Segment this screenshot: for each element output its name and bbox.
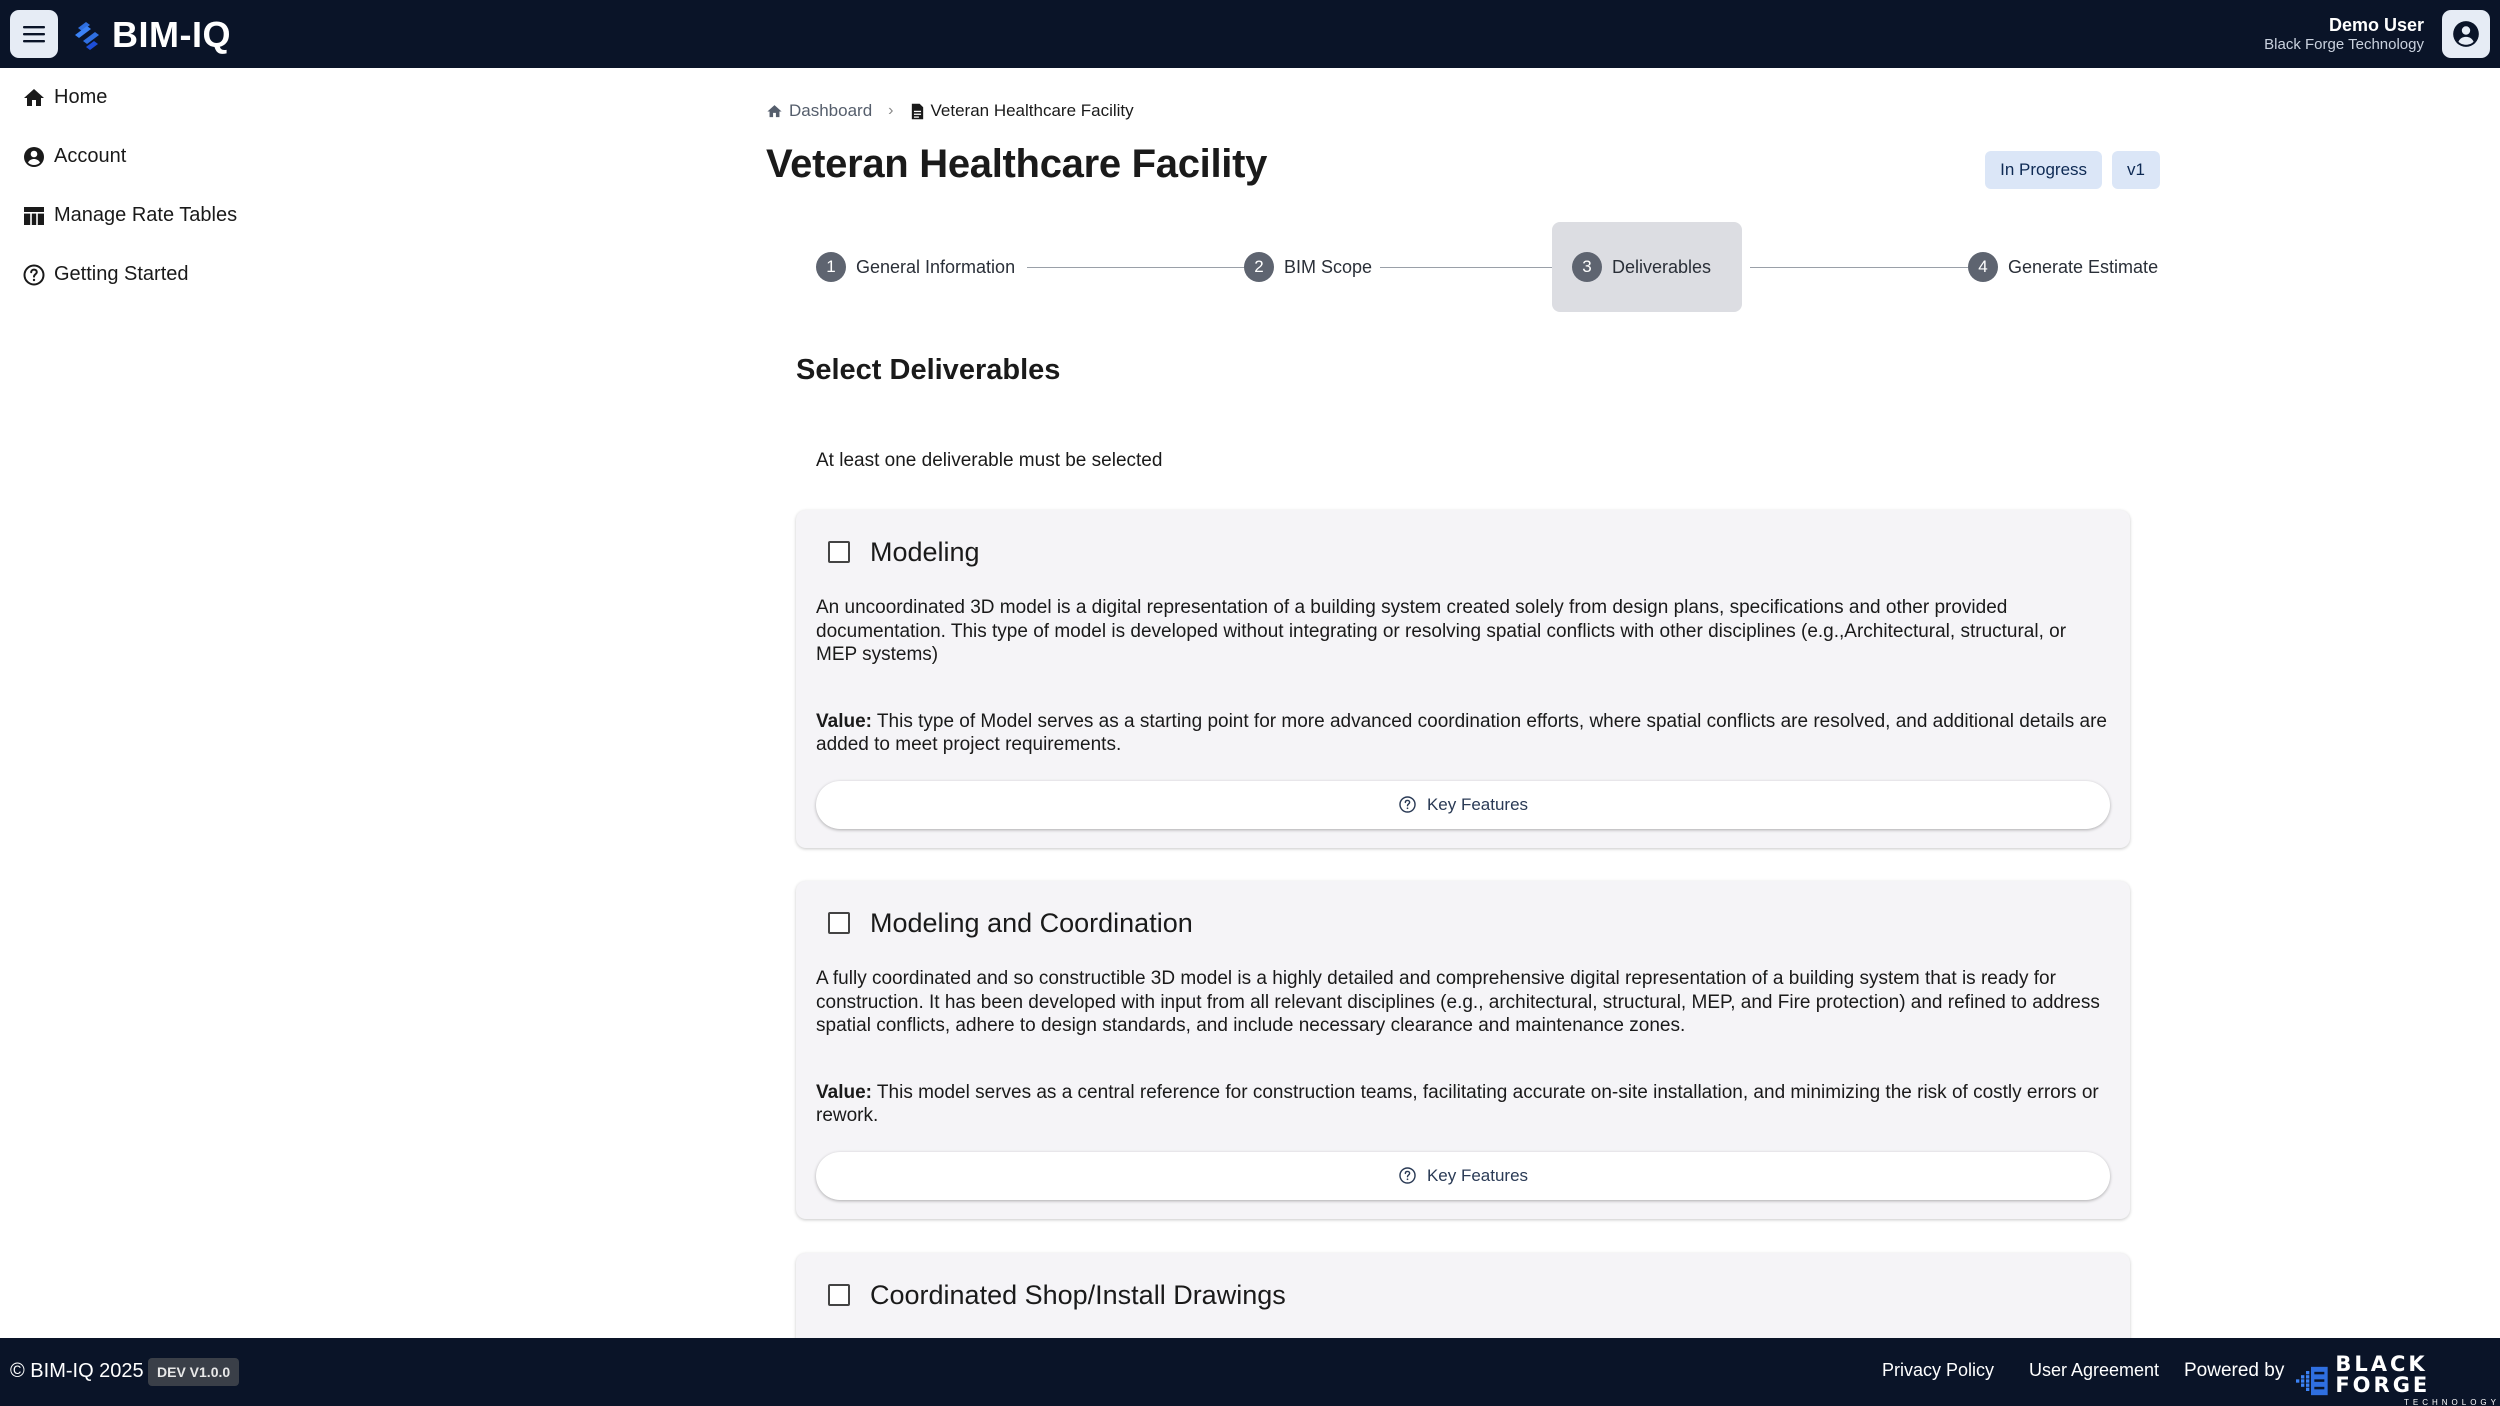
step-number: 4 — [1968, 252, 1998, 282]
value-label: Value: — [816, 710, 872, 732]
step-label: Deliverables — [1612, 256, 1712, 277]
user-agreement-link[interactable]: User Agreement — [2029, 1360, 2160, 1380]
value-text: This model serves as a central reference for construction teams, facilitating accurate on-site installation, and minimizing the risk of costly errors or rework. — [816, 1081, 2099, 1126]
status-badges — [1985, 151, 2160, 189]
brand-sub: TECHNOLOGY — [2403, 1398, 2500, 1406]
sidebar-item-label: Manage Rate Tables — [54, 204, 238, 226]
document-icon — [910, 103, 925, 120]
card-description: A fully coordinated and so constructible 3D model is a highly detailed and comprehensive digital representation of a building system that is ready for construction. It has been developed with input from all relevant disciplines (e.g., architectural, structural, MEP, and Fire protection) and refined to address spatial conflicts, adhere to design standards, and include necessary clearance and maintenance zones. — [816, 968, 2100, 1036]
table-icon — [20, 202, 48, 230]
user-name: Demo User — [2328, 15, 2424, 35]
account-circle-icon — [2452, 20, 2480, 48]
user-organization: Black Forge Technology — [2264, 36, 2424, 53]
deliverable-checkbox[interactable] — [828, 541, 850, 563]
version-badge: v1 — [2112, 151, 2160, 189]
help-circle-icon — [1398, 795, 1417, 814]
step-label: BIM Scope — [1284, 256, 1373, 277]
powered-by-label: Powered by — [2184, 1360, 2285, 1381]
sidebar-item-label: Home — [54, 86, 108, 108]
sidebar-nav — [0, 68, 300, 304]
step-general-information[interactable] — [796, 222, 1035, 312]
deliverable-card-modeling — [796, 510, 2130, 848]
black-forge-logo[interactable] — [2296, 1354, 2500, 1406]
card-description: An uncoordinated 3D model is a digital representation of a building system created solely from design plans, specifications and other provided documentation. This type of model is developed without integrating or resolving spatial conflicts with other disciplines (e.g.,Architectural, structural, or MEP systems) — [816, 597, 2067, 665]
step-deliverables[interactable] — [1552, 222, 1742, 312]
sidebar-item-getting-started[interactable] — [0, 245, 300, 304]
menu-button[interactable] — [10, 10, 58, 58]
privacy-policy-link[interactable]: Privacy Policy — [1882, 1360, 1995, 1380]
value-text: This type of Model serves as a starting point for more advanced coordination efforts, where spatial conflicts are resolved, and additional details are added to meet project requirements. — [816, 710, 2107, 755]
home-icon — [766, 103, 783, 120]
section-title: Select Deliverables — [796, 354, 1061, 386]
step-connector — [1750, 267, 1968, 268]
hamburger-menu-icon — [22, 24, 46, 44]
card-title: Modeling — [870, 536, 980, 567]
step-connector — [1027, 267, 1245, 268]
deliverable-card-modeling-and-coordination — [796, 881, 2130, 1219]
breadcrumb — [766, 96, 1134, 126]
sidebar-item-home[interactable] — [0, 68, 300, 127]
chevron-right-icon: › — [888, 102, 894, 119]
step-number: 1 — [816, 252, 846, 282]
deliverable-checkbox[interactable] — [828, 912, 850, 934]
sidebar-item-manage-rate-tables[interactable] — [0, 186, 300, 245]
card-header — [828, 903, 2130, 943]
home-icon — [20, 84, 48, 112]
card-header — [828, 1275, 2130, 1315]
breadcrumb-current — [910, 101, 1134, 121]
account-circle-icon — [20, 143, 48, 171]
card-header — [828, 532, 2130, 572]
breadcrumb-dashboard-label: Dashboard — [789, 101, 873, 120]
account-menu-button[interactable] — [2442, 10, 2490, 58]
card-title: Modeling and Coordination — [870, 907, 1193, 938]
progress-stepper — [796, 222, 2160, 312]
step-number: 2 — [1244, 252, 1274, 282]
key-features-label: Key Features — [1426, 1165, 1529, 1185]
step-label: General Information — [856, 256, 1016, 277]
card-value — [816, 1081, 2110, 1128]
app-logo[interactable] — [72, 14, 231, 56]
validation-hint: At least one deliverable must be selected — [816, 450, 1163, 471]
breadcrumb-current-label: Veteran Healthcare Facility — [930, 101, 1134, 120]
copyright: © BIM-IQ 2025 — [10, 1360, 144, 1382]
card-title: Coordinated Shop/Install Drawings — [870, 1279, 1286, 1310]
footer — [0, 1338, 2500, 1406]
step-number: 3 — [1572, 252, 1602, 282]
breadcrumb-dashboard[interactable] — [766, 101, 872, 121]
value-label: Value: — [816, 1081, 872, 1103]
user-info — [2264, 14, 2424, 54]
top-app-bar — [0, 0, 2500, 68]
sidebar-item-label: Account — [54, 145, 127, 167]
key-features-label: Key Features — [1426, 794, 1529, 814]
step-generate-estimate[interactable] — [1948, 222, 2178, 312]
brand-main: BLACK FORGE — [2335, 1352, 2431, 1397]
key-features-button[interactable] — [816, 781, 2110, 829]
app-name: BIM-IQ — [112, 14, 231, 55]
status-badge: In Progress — [1985, 151, 2102, 189]
step-label: Generate Estimate — [2008, 256, 2159, 277]
black-forge-mark-icon — [2296, 1364, 2329, 1398]
key-features-button[interactable] — [816, 1152, 2110, 1200]
page-title: Veteran Healthcare Facility — [766, 142, 1268, 186]
help-circle-icon — [1398, 1166, 1417, 1185]
bim-iq-logo-icon — [72, 20, 102, 50]
card-value — [816, 710, 2110, 757]
sidebar-item-account[interactable] — [0, 127, 300, 186]
step-bim-scope[interactable] — [1224, 222, 1392, 312]
deliverable-checkbox[interactable] — [828, 1284, 850, 1306]
sidebar-item-label: Getting Started — [54, 263, 189, 285]
version-chip: DEV V1.0.0 — [148, 1358, 239, 1386]
black-forge-wordmark — [2335, 1354, 2500, 1406]
help-circle-icon — [20, 261, 48, 289]
